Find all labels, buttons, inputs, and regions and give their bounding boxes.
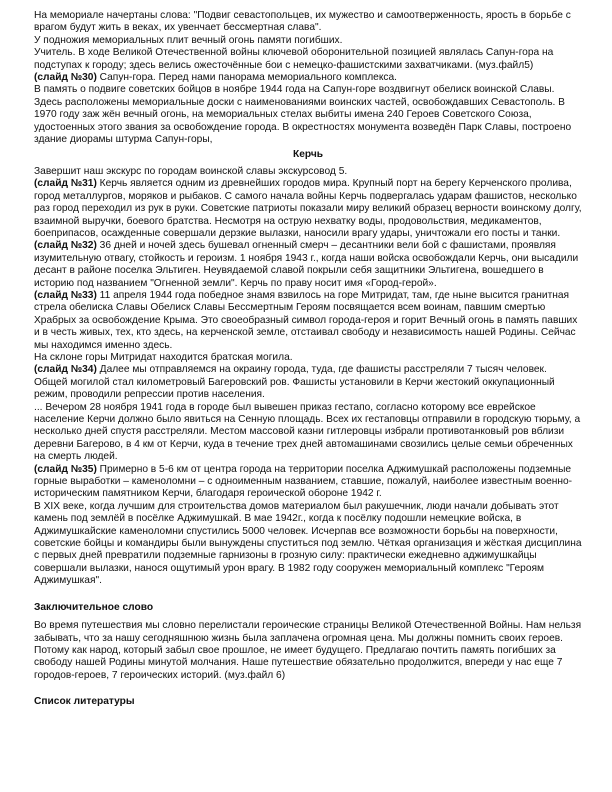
references-heading: Список литературы <box>34 696 135 708</box>
guide-5-paragraph: Завершит наш экскурс по городам воинской славы экскурсовод 5. <box>34 165 348 177</box>
gestapo-order-paragraph: ... Вечером 28 ноября 1941 года в городе был вывешен приказ гестапо, согласно которому все еврейское население Керчи должно было явиться на Сенную площадь. Всех их гестаповцы отправили в городскую тюрьму, а несколько дней спустя расстреляли. Местом массовой казни гитлеровцы избрали противотанковый ров вблизи деревни Багерово, в 4 км от Керчи, куда в течение трех дней автомашинами свозились целые семьи обреченных на смерть людей. <box>34 401 581 463</box>
slide-31-label: (слайд №31) <box>34 178 97 190</box>
slide-33-paragraph <box>34 290 582 352</box>
slide-35-paragraph <box>34 464 582 501</box>
document-page <box>34 10 582 715</box>
slide-34-text: Далее мы отправляемся на окраину города, туда, где фашисты расстреляли 7 тысяч человек. Общей могилой стал километровый Багеровский ров. Фашисты установили в Керчи жестокий оккупационный режим, проводили репрессии против населения. <box>34 364 555 401</box>
slide-30-label: (слайд №30) <box>34 72 97 84</box>
slide-35-label: (слайд №35) <box>34 463 97 475</box>
conclusion-heading: Заключительное слово <box>34 601 154 613</box>
memorial-inscription-paragraph: На мемориале начертаны слова: "Подвиг севастопольцев, их мужество и самоотверженность, ярость в борьбе с врагом будут жить в веках, их увенчает бессмертная слава". <box>34 10 571 34</box>
slide-30-text: Сапун-гора. Перед нами панорама мемориального комплекса. <box>96 72 398 84</box>
slide-34-paragraph <box>34 364 582 401</box>
slide-31-paragraph <box>34 178 582 240</box>
eternal-flame-paragraph: У подножия мемориальных плит вечный огонь памяти погибших. <box>34 34 343 46</box>
mass-grave-paragraph: На склоне горы Митридат находится братская могила. <box>34 351 293 363</box>
teacher-sapun-paragraph: Учитель. В ходе Великой Отечественной войны ключевой оборонительной позицией являлась Сапун-гора на подступах к городу; здесь велись ожесточённые бои с немецко-фашистскими захватчиками. (муз.файл5) <box>34 47 554 71</box>
slide-33-label: (слайд №33) <box>34 289 97 301</box>
obelisk-sapun-paragraph: В память о подвиге советских бойцов в ноябре 1944 года на Сапун-горе воздвигнут обелиск воинской Славы. Здесь расположены мемориальные доски с наименованиями воинских частей, освобождавших Севастополь. В 1970 году заж жён вечный огонь, на мемориальных стелах выбиты имена 240 Героев Советского Союза, удостоенных этого звания за освобождение города. В окрестностях монумента возведён Парк Славы, построено здание диорамы штурма Сапун-горы, <box>34 84 572 146</box>
adzhimushkay-paragraph: В XIX веке, когда лучшим для строительства домов материалом был ракушечник, люди начали добывать этот камень под землёй в посёлке Аджимушкай. В мае 1942г., когда к посёлку подошли немецкие войска, в Аджимушкайские каменоломни спустились 5000 человек. Исчерпав все возможности борьбы на поверхности, советские бойцы и командиры были вынуждены спуститься под землю. Чёткая организация и жёсткая дисциплина с первых дней превратили подземные гарнизоны в грозную силу: практически ежедневно аджимушкайцы совершали вылазки, нанося ощутимый урон врагу. В 1982 году сооружен мемориальный комплекс "Героям Аджимушкая". <box>34 500 582 587</box>
slide-32-text: 36 дней и ночей здесь бушевал огненный смерч – десантники вели бой с фашистами, проявляя изумительную отвагу, стойкость и героизм. 1 ноября 1943 г., когда наши войска освобождали Керчь, они высадили десант в районе поселка Эльтиген. Неувядаемой славой покрыли себя защитники Эльтигена, вошедшего в историю под названием "Огненной земли". Керчь по праву носит имя «Город-герой». <box>34 240 579 289</box>
kerch-heading: Керчь <box>292 149 324 161</box>
section-spacer <box>34 588 582 598</box>
slide-32-label: (слайд №32) <box>34 240 97 252</box>
conclusion-paragraph: Во время путешествия мы словно перелистали героические страницы Великой Отечественной Войны. Нам нельзя забывать, что за нашу сегодняшнюю жизнь была заплачена огромная цена. Мы должны помнить своих героев. Потому как народ, который забыл свое прошлое, не имеет будущего. Предлагаю почтить память погибших за свободу нашей Родины минутой молчания. Наше путешествие обязательно продолжится, впереди у нас еще 7 городов-героев, 7 героических историй. (муз.файл 6) <box>34 620 582 681</box>
slide-31-text: Керчь является одним из древнейших городов мира. Крупный порт на берегу Керченского пролива, город металлургов, моряков и рыбаков. С самого начала войны Керчь подвергалась ударам фашистов, несколько раз город переходил из рук в руки. Советские патриоты показали миру великий образец верности воинскому долгу, взаимной выручки, боевого братства. Несмотря на острую нехватку воды, продовольствия, медикаментов, боеприпасов, осажденные совершали дерзкие вылазки, наносили врагу удары, уничтожали его посты и танки. <box>34 178 582 239</box>
slide-35-text: Примерно в 5-6 км от центра города на территории поселка Аджимушкай расположены подземные горные выработки – каменоломни – с одноименным названием, ставшие, пожалуй, наиболее известным военно-историческим памятником Керчи, благодаря героической обороне 1942 г. <box>34 463 573 500</box>
slide-33-text: 11 апреля 1944 года победное знамя взвилось на горе Митридат, там, где ныне высится гранитная стрела обелиска Славы Обелиск Славы Бессмертным Героям посвящается всем воинам, павшим смертью Храбрых за освобождение Крыма. Это своеобразный символ города-героя и горит Вечный огонь в память павших и в честь живых, тех, кто здесь, на керченской земле, отстаивал свободу и независимость нашей Родины. Сейчас мы находимся именно здесь. <box>34 289 578 351</box>
slide-30-paragraph <box>34 72 582 84</box>
section-spacer <box>34 682 582 692</box>
slide-32-paragraph <box>34 240 582 290</box>
slide-34-label: (слайд №34) <box>34 364 97 376</box>
